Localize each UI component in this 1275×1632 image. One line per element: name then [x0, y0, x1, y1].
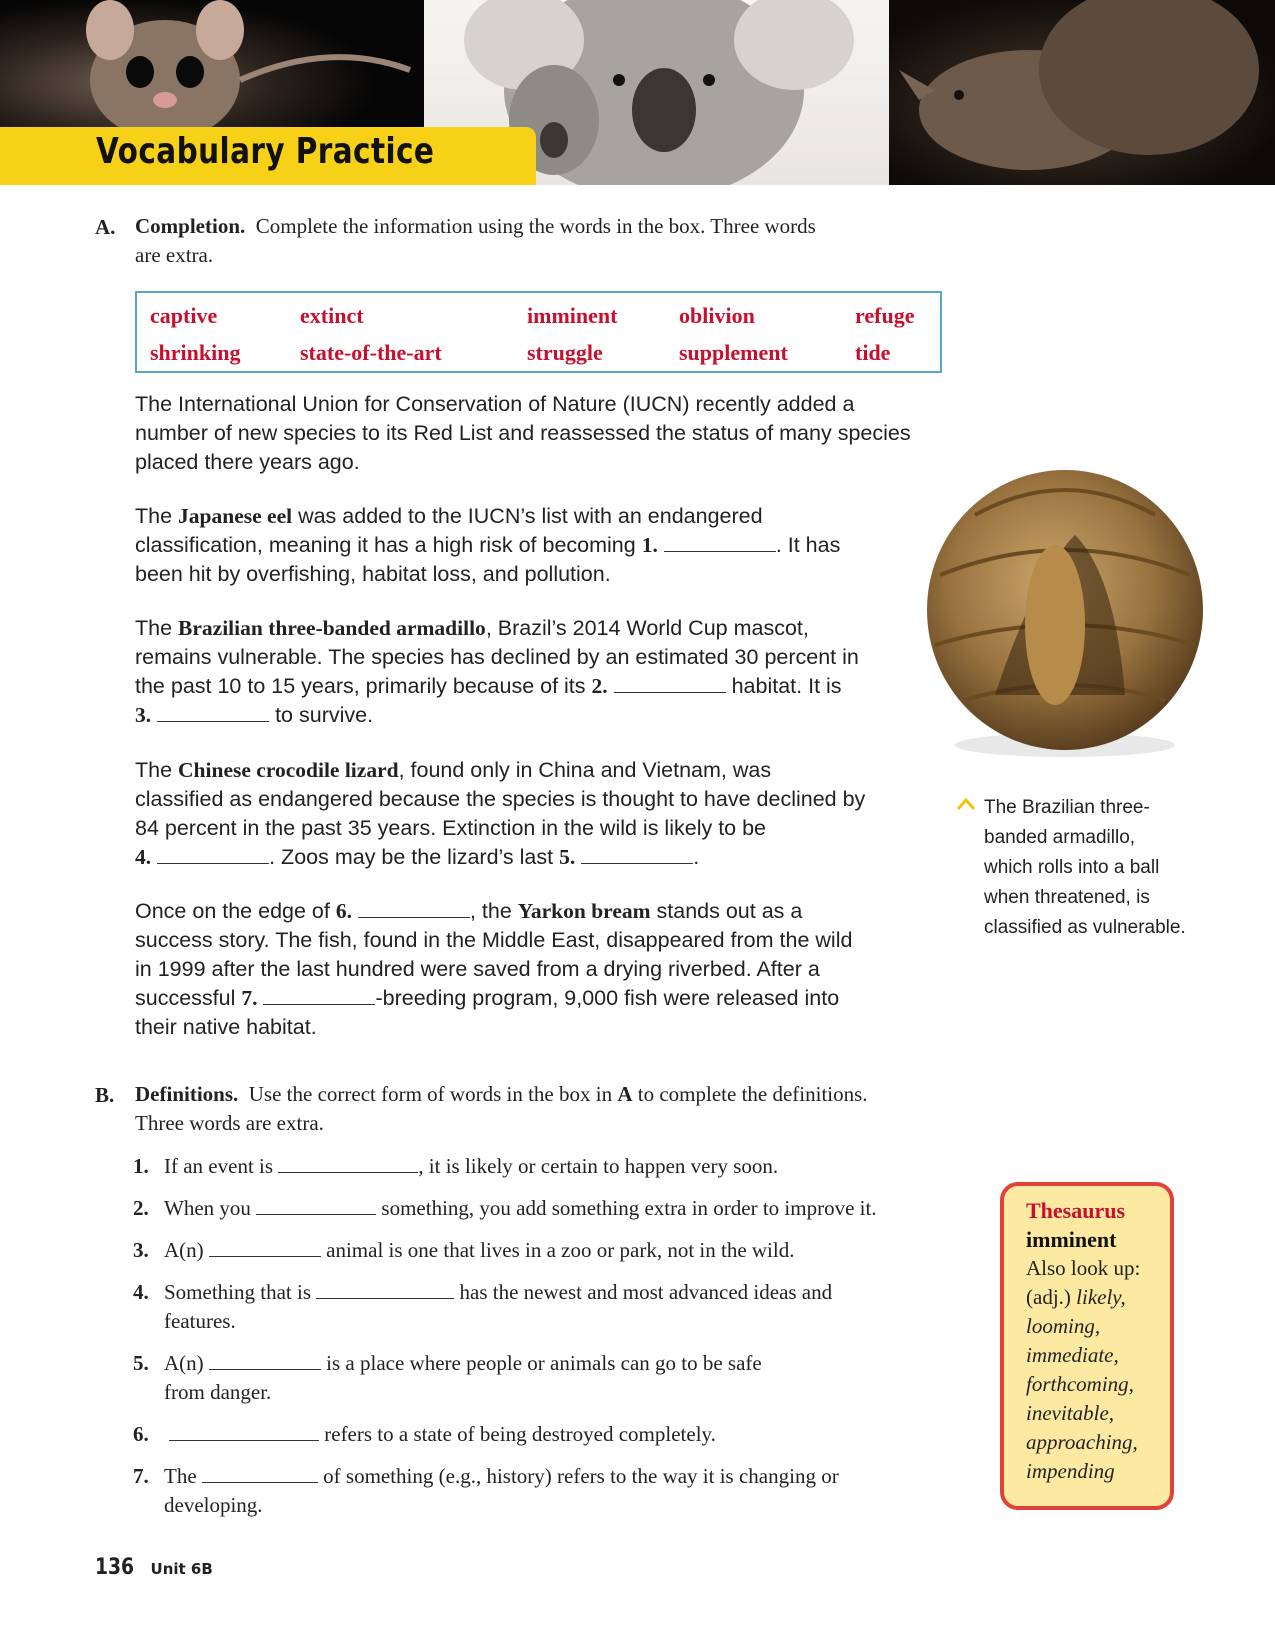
- word-oblivion: oblivion: [679, 303, 755, 328]
- p5-line5: their native habitat.: [135, 1015, 317, 1039]
- definition-text-b: is a place where people or animals can go to be safe: [320, 1351, 762, 1375]
- definition-blank-2[interactable]: [256, 1196, 376, 1215]
- caption-caret-icon: [957, 797, 975, 811]
- thesaurus-synonym: inevitable,: [1026, 1401, 1115, 1425]
- definition-number: 2.: [133, 1196, 149, 1220]
- p3-line3a: the past 10 to 15 years, primarily because of its: [135, 674, 592, 698]
- blank-number-2: 2.: [591, 674, 608, 698]
- section-b-instruction-a: Use the correct form of words in the box in: [248, 1082, 618, 1106]
- p2-line2a: classification, meaning it has a high risk of becoming: [135, 533, 642, 557]
- definition-text-b: refers to a state of being destroyed completely.: [319, 1422, 716, 1446]
- blank-4[interactable]: [157, 845, 269, 864]
- definition-text-b: animal is one that lives in a zoo or park, not in the wild.: [320, 1238, 795, 1262]
- word-supplement: supplement: [679, 340, 788, 365]
- definition-number: 4.: [133, 1280, 149, 1304]
- section-a-instruction-line1: Complete the information using the words in the box. Three words: [255, 214, 816, 238]
- paragraph-armadillo: [135, 614, 915, 730]
- definition-blank-5[interactable]: [209, 1351, 321, 1370]
- word-shrinking: shrinking: [150, 340, 241, 365]
- thesaurus-synonym: likely,: [1076, 1285, 1126, 1309]
- p5-line3: in 1999 after the last hundred were saved from a drying riverbed. After a: [135, 957, 820, 981]
- section-b-instruction-line2: Three words are extra.: [135, 1111, 324, 1135]
- word-refuge: refuge: [855, 303, 915, 328]
- section-a-instruction-line2: are extra.: [135, 243, 214, 267]
- blank-2[interactable]: [614, 674, 726, 693]
- definition-text-c: features.: [164, 1309, 236, 1333]
- page-number: 136: [95, 1555, 135, 1580]
- p5-line4b: -breeding program, 9,000 fish were released into: [375, 986, 840, 1010]
- thesaurus-synonym: impending: [1026, 1459, 1115, 1483]
- paragraph-intro: [135, 390, 915, 477]
- p2-species: Japanese eel: [178, 504, 293, 528]
- definition-blank-4[interactable]: [316, 1280, 454, 1299]
- caption-line4: when threatened, is: [984, 887, 1150, 908]
- p2-line1: was added to the IUCN’s list with an endangered: [292, 504, 763, 528]
- page-footer: [95, 1555, 213, 1580]
- definition-text-a: If an event is: [164, 1154, 279, 1178]
- definition-number: 5.: [133, 1351, 149, 1375]
- p5-line2: success story. The fish, found in the Middle East, disappeared from the wild: [135, 928, 853, 952]
- p4-line1: , found only in China and Vietnam, was: [398, 758, 772, 782]
- p5-line1b: , the: [469, 899, 518, 923]
- p4-line2: classified as endangered because the species is thought to have declined by: [135, 787, 866, 811]
- definition-number: 3.: [133, 1238, 149, 1262]
- word-state-of-the-art: state-of-the-art: [300, 340, 442, 365]
- p1-line1: The International Union for Conservation of Nature (IUCN) recently added a: [135, 392, 855, 416]
- p3-pre: The: [135, 616, 179, 640]
- caption-line3: which rolls into a ball: [984, 857, 1160, 878]
- section-b-letter: B.: [95, 1083, 115, 1107]
- paragraph-yarkon-bream: [135, 897, 915, 1042]
- section-title-bar: [0, 127, 536, 185]
- section-a-heading: Completion.: [135, 214, 246, 238]
- p4-line4b: .: [693, 845, 700, 869]
- caption-line2: banded armadillo,: [984, 827, 1136, 848]
- thesaurus-synonym: approaching,: [1026, 1430, 1138, 1454]
- section-a-instruction: [135, 212, 935, 270]
- unit-label: Unit 6B: [150, 1560, 213, 1578]
- blank-number-1: 1.: [641, 533, 658, 557]
- blank-number-6: 6.: [335, 899, 352, 923]
- section-b-instruction-ref: A: [617, 1082, 633, 1106]
- word-captive: captive: [150, 303, 218, 328]
- blank-6[interactable]: [358, 899, 470, 918]
- p5-line1c: stands out as a: [650, 899, 803, 923]
- definition-text-c: developing.: [164, 1493, 263, 1517]
- armadillo-caption: [984, 793, 1224, 943]
- p3-line3b: habitat. It is: [725, 674, 842, 698]
- blank-number-5: 5.: [559, 845, 576, 869]
- definition-text-b: , it is likely or certain to happen very soon.: [418, 1154, 779, 1178]
- word-imminent: imminent: [527, 303, 618, 328]
- definition-text-a: A(n): [164, 1238, 209, 1262]
- p1-line2: number of new species to its Red List and reassessed the status of many species: [135, 421, 911, 445]
- definition-text-a: The: [164, 1464, 202, 1488]
- p5-line1a: Once on the edge of: [135, 899, 336, 923]
- blank-number-3: 3.: [135, 703, 152, 727]
- blank-number-4: 4.: [135, 845, 152, 869]
- caption-line1: The Brazilian three-: [984, 797, 1150, 818]
- definition-text-b: something, you add something extra in order to improve it.: [376, 1196, 877, 1220]
- word-struggle: struggle: [527, 340, 603, 365]
- p3-species: Brazilian three-banded armadillo: [178, 616, 486, 640]
- section-b-instruction-b: to complete the definitions.: [632, 1082, 868, 1106]
- definition-blank-7[interactable]: [202, 1464, 318, 1483]
- definition-text-c: from danger.: [164, 1380, 272, 1404]
- definition-number: 6.: [133, 1422, 149, 1446]
- thesaurus-synonym: looming,: [1026, 1314, 1101, 1338]
- section-b-heading: Definitions.: [135, 1082, 239, 1106]
- definition-blank-1[interactable]: [278, 1154, 418, 1173]
- definition-number: 7.: [133, 1464, 149, 1488]
- p2-line3: been hit by overfishing, habitat loss, and pollution.: [135, 562, 611, 586]
- thesaurus-word: imminent: [1026, 1227, 1117, 1252]
- definition-text-a: A(n): [164, 1351, 209, 1375]
- p2-pre: The: [135, 504, 179, 528]
- definition-blank-6[interactable]: [169, 1422, 319, 1441]
- definition-text-a: Something that is: [164, 1280, 317, 1304]
- definition-text-b: of something (e.g., history) refers to the way it is changing or: [317, 1464, 839, 1488]
- blank-5[interactable]: [581, 845, 693, 864]
- thesaurus-pos: (adj.): [1026, 1285, 1071, 1309]
- p4-line3: 84 percent in the past 35 years. Extinction in the wild is likely to be: [135, 816, 767, 840]
- blank-3[interactable]: [157, 703, 269, 722]
- p2-line2b: . It has: [775, 533, 841, 557]
- definition-number: 1.: [133, 1154, 149, 1178]
- blank-1[interactable]: [664, 533, 776, 552]
- paragraph-japanese-eel: [135, 502, 915, 589]
- rhino-illustration: [889, 0, 1275, 185]
- p5-line4a: successful: [135, 986, 242, 1010]
- word-box: [135, 291, 942, 373]
- p3-line2: remains vulnerable. The species has declined by an estimated 30 percent in: [135, 645, 859, 669]
- thesaurus-box: [1000, 1182, 1174, 1510]
- p4-line4a: . Zoos may be the lizard’s last: [269, 845, 560, 869]
- p4-species: Chinese crocodile lizard: [178, 758, 399, 782]
- rhino-photo: [889, 0, 1275, 185]
- p5-species: Yarkon bream: [517, 899, 651, 923]
- p3-line1: , Brazil’s 2014 World Cup mascot,: [485, 616, 809, 640]
- definition-text-b: has the newest and most advanced ideas and: [454, 1280, 833, 1304]
- p3-line4: to survive.: [269, 703, 374, 727]
- thesaurus-title: Thesaurus: [1026, 1198, 1126, 1223]
- p1-line3: placed there years ago.: [135, 450, 360, 474]
- blank-number-7: 7.: [241, 986, 258, 1010]
- paragraph-crocodile-lizard: [135, 756, 915, 872]
- word-tide: tide: [855, 340, 891, 365]
- section-b-instruction: [135, 1080, 1005, 1138]
- armadillo-photo: [915, 455, 1215, 765]
- page-title: Vocabulary Practice: [96, 131, 435, 172]
- thesaurus-synonym: forthcoming,: [1026, 1372, 1134, 1396]
- blank-7[interactable]: [263, 986, 375, 1005]
- word-extinct: extinct: [300, 303, 364, 328]
- thesaurus-also: Also look up:: [1026, 1256, 1141, 1280]
- definition-text-a: When you: [164, 1196, 257, 1220]
- caption-line5: classified as vulnerable.: [984, 917, 1186, 938]
- definition-blank-3[interactable]: [209, 1238, 321, 1257]
- section-a-letter: A.: [95, 215, 116, 239]
- p4-pre: The: [135, 758, 179, 782]
- thesaurus-synonym: immediate,: [1026, 1343, 1119, 1367]
